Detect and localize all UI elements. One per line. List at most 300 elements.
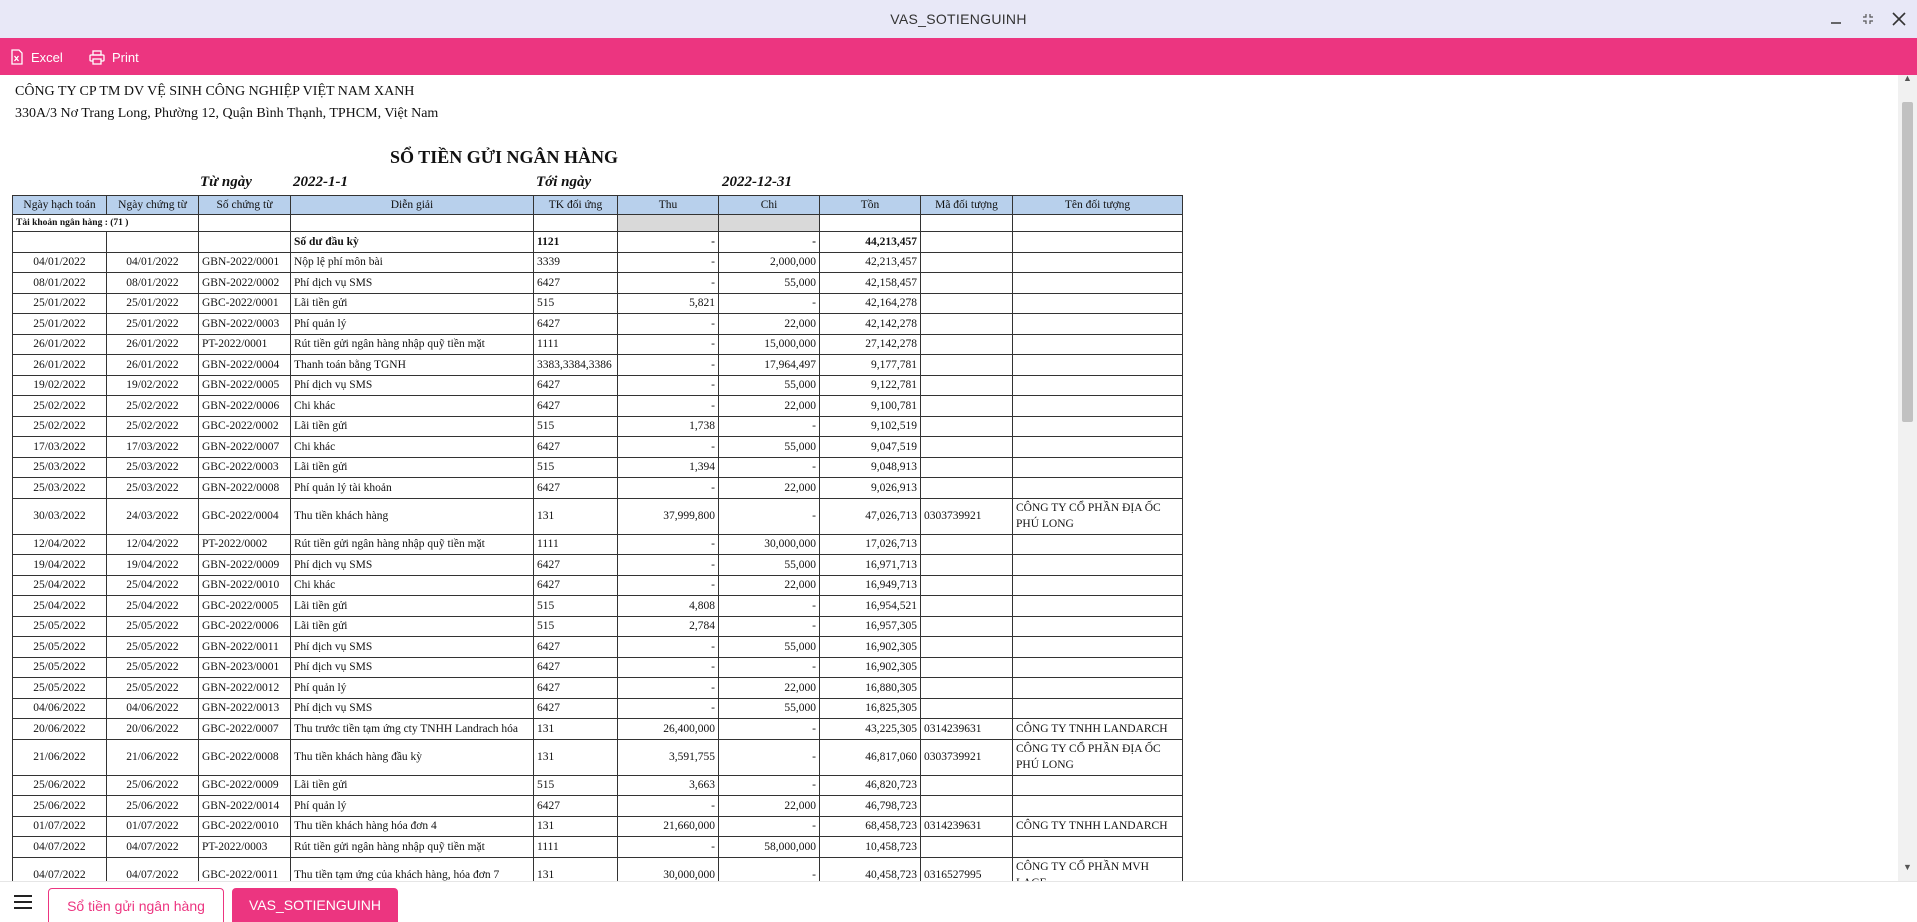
cell-doc-no: GBN-2022/0004 [199,355,291,376]
cell-name [1013,457,1183,478]
cell-desc: Phí dịch vụ SMS [291,698,534,719]
table-row [13,596,1183,617]
cell-doc-date: 26/01/2022 [107,334,199,355]
cell-code [921,375,1013,396]
cell-ton: 46,798,723 [820,796,921,817]
print-button[interactable] [89,47,139,67]
cell-acct: 131 [534,498,618,534]
cell-acct: 6427 [534,796,618,817]
cell-desc: Lãi tiền gửi [291,775,534,796]
cell-name [1013,334,1183,355]
cell-doc-no: PT-2022/0001 [199,334,291,355]
cell-ton: 43,225,305 [820,719,921,740]
cell-chi: 22,000 [719,396,820,417]
cell-doc-date: 17/03/2022 [107,437,199,458]
cell-doc-no: GBN-2022/0005 [199,375,291,396]
cell-name [1013,273,1183,294]
cell-acct: 6427 [534,375,618,396]
cell-chi: 55,000 [719,437,820,458]
cell-thu: - [618,314,719,335]
cell-post: 25/02/2022 [13,416,107,437]
cell-thu: - [618,437,719,458]
cell-code [921,678,1013,699]
cell-name: CÔNG TY TNHH LANDARCH [1013,719,1183,740]
cell-thu: - [618,355,719,376]
cell-acct: 515 [534,775,618,796]
table-row [13,498,1183,534]
cell-name [1013,437,1183,458]
cell-acct: 515 [534,616,618,637]
cell-chi: 17,964,497 [719,355,820,376]
cell-acct: 1111 [534,534,618,555]
cell-ton: 42,213,457 [820,252,921,273]
cell-thu: 1,394 [618,457,719,478]
table-row [13,816,1183,837]
table-row [13,375,1183,396]
cell-doc-no: GBN-2022/0013 [199,698,291,719]
cell-ton: 46,820,723 [820,775,921,796]
cell-thu: 4,808 [618,596,719,617]
cell-desc: Phí dịch vụ SMS [291,657,534,678]
from-date-value: 2022-1-1 [293,174,348,190]
cell-doc-date: 25/02/2022 [107,416,199,437]
cell-chi: 55,000 [719,273,820,294]
cell-thu: - [618,534,719,555]
cell-ton: 9,122,781 [820,375,921,396]
cell-name [1013,396,1183,417]
cell-name [1013,555,1183,576]
cell-ton: 10,458,723 [820,837,921,858]
cell-desc: Lãi tiền gửi [291,616,534,637]
cell-thu: 3,591,755 [618,739,719,775]
cell-name [1013,534,1183,555]
table-row [13,575,1183,596]
cell-post: 17/03/2022 [13,437,107,458]
cell-chi: 22,000 [719,678,820,699]
table-row [13,698,1183,719]
cell-doc-date: 19/04/2022 [107,555,199,576]
header-cell: Mã đối tượng [921,196,1013,215]
cell-code [921,273,1013,294]
cell-post: 26/01/2022 [13,334,107,355]
cell-name [1013,355,1183,376]
cell-doc-no: GBN-2022/0009 [199,555,291,576]
table-row [13,616,1183,637]
table-row [13,314,1183,335]
cell-acct: 6427 [534,575,618,596]
cell-doc-no: GBN-2022/0010 [199,575,291,596]
header-cell: Số chứng từ [199,196,291,215]
cell-chi: 22,000 [719,796,820,817]
to-date-value: 2022-12-31 [722,174,792,190]
cell-post: 25/03/2022 [13,478,107,499]
cell-chi: - [719,293,820,314]
cell-code [921,334,1013,355]
cell-desc: Lãi tiền gửi [291,293,534,314]
cell-chi: 55,000 [719,698,820,719]
table-row [13,534,1183,555]
cell-doc-date: 01/07/2022 [107,816,199,837]
cell-code: 0303739921 [921,739,1013,775]
menu-icon[interactable] [14,895,32,909]
cell-code [921,637,1013,658]
cell-ton: 9,100,781 [820,396,921,417]
cell-ton: 16,902,305 [820,637,921,658]
cell-post: 25/04/2022 [13,596,107,617]
cell-name [1013,375,1183,396]
cell-doc-no: GBN-2023/0001 [199,657,291,678]
cell-post: 25/05/2022 [13,616,107,637]
cell-name [1013,314,1183,335]
cell-doc-no: GBC-2022/0010 [199,816,291,837]
cell-desc: Nộp lệ phí môn bài [291,252,534,273]
cell-name: CÔNG TY CỔ PHẦN ĐỊA ỐC PHÚ LONG [1013,498,1183,534]
cell-doc-no: PT-2022/0003 [199,837,291,858]
restore-icon[interactable] [1859,10,1877,28]
cell-acct: 6427 [534,273,618,294]
cell-ton: 16,902,305 [820,657,921,678]
cell-name [1013,698,1183,719]
cell-thu: - [618,637,719,658]
cell-acct: 6427 [534,314,618,335]
table-row [13,657,1183,678]
cell-thu: - [618,252,719,273]
to-date-label: Tới ngày [536,174,592,190]
cell-post: 25/06/2022 [13,796,107,817]
cell-ton: 16,825,305 [820,698,921,719]
excel-label: Excel [31,49,63,65]
cell-post: 04/07/2022 [13,857,107,893]
cell-code [921,657,1013,678]
cell-doc-date: 25/06/2022 [107,775,199,796]
excel-button[interactable] [10,47,63,67]
table-row [13,837,1183,858]
company-address: 330A/3 Nơ Trang Long, Phường 12, Quận Bình Thạnh, TPHCM, Việt Nam [15,106,439,121]
cell-doc-no: GBC-2022/0004 [199,498,291,534]
cell-code [921,796,1013,817]
cell-name [1013,637,1183,658]
cell-doc-date: 25/04/2022 [107,596,199,617]
cell-thu: 26,400,000 [618,719,719,740]
cell-doc-no: PT-2022/0002 [199,534,291,555]
report-viewer [0,75,1898,881]
ledger-table [12,195,1183,894]
header-cell: Chi [719,196,820,215]
cell-name [1013,657,1183,678]
cell-desc: Thu tiền khách hàng đầu kỳ [291,739,534,775]
scroll-down-icon[interactable]: ▼ [1903,862,1912,872]
cell-code [921,314,1013,335]
cell-doc-date: 25/02/2022 [107,396,199,417]
cell-ton: 27,142,278 [820,334,921,355]
cell-post: 25/01/2022 [13,314,107,335]
header-cell: Ngày hạch toán [13,196,107,215]
header-cell: Tồn [820,196,921,215]
cell-doc-no: GBC-2022/0011 [199,857,291,893]
cell-chi: 58,000,000 [719,837,820,858]
table-row [13,678,1183,699]
cell-desc: Lãi tiền gửi [291,596,534,617]
cell-thu: 2,784 [618,616,719,637]
cell-doc-date: 26/01/2022 [107,355,199,376]
table-row [13,637,1183,658]
cell-desc: Chi khác [291,437,534,458]
cell-ton: 42,164,278 [820,293,921,314]
cell-post: 04/01/2022 [13,252,107,273]
cell-doc-no: GBN-2022/0008 [199,478,291,499]
cell-name: CÔNG TY CỔ PHẦN ĐỊA ỐC PHÚ LONG [1013,739,1183,775]
toolbar [0,38,1917,75]
cell-doc-date: 25/01/2022 [107,293,199,314]
opening-account: 1121 [534,232,618,253]
cell-thu: 30,000,000 [618,857,719,893]
cell-code: 0314239631 [921,816,1013,837]
cell-doc-no: GBN-2022/0011 [199,637,291,658]
cell-acct: 515 [534,416,618,437]
vertical-scrollbar[interactable] [1898,75,1917,881]
bottom-tab-bar [0,881,1917,921]
cell-ton: 68,458,723 [820,816,921,837]
cell-thu: - [618,837,719,858]
table-row [13,437,1183,458]
cell-desc: Thanh toán bằng TGNH [291,355,534,376]
cell-desc: Phí dịch vụ SMS [291,273,534,294]
cell-chi: - [719,616,820,637]
cell-acct: 515 [534,457,618,478]
cell-ton: 9,177,781 [820,355,921,376]
cell-code [921,575,1013,596]
cell-code [921,596,1013,617]
cell-doc-date: 24/03/2022 [107,498,199,534]
cell-doc-date: 25/03/2022 [107,457,199,478]
opening-description: Số dư đầu kỳ [291,232,534,253]
cell-code [921,252,1013,273]
cell-thu: - [618,396,719,417]
cell-doc-date: 19/02/2022 [107,375,199,396]
table-row [13,334,1183,355]
table-row [13,719,1183,740]
table-row [13,355,1183,376]
cell-name [1013,478,1183,499]
cell-chi: 22,000 [719,575,820,596]
cell-code [921,437,1013,458]
header-cell: Thu [618,196,719,215]
cell-thu: - [618,273,719,294]
cell-name [1013,837,1183,858]
cell-doc-date: 25/01/2022 [107,314,199,335]
cell-acct: 6427 [534,478,618,499]
tab-vas-sotienguinh[interactable]: VAS_SOTIENGUINH [232,888,398,922]
cell-thu: 1,738 [618,416,719,437]
cell-post: 25/03/2022 [13,457,107,478]
excel-icon [10,49,24,65]
table-header-row [13,196,1183,215]
print-label: Print [112,49,139,65]
table-row [13,555,1183,576]
cell-code [921,837,1013,858]
cell-acct: 6427 [534,698,618,719]
cell-doc-no: GBC-2022/0006 [199,616,291,637]
cell-thu: 37,999,800 [618,498,719,534]
cell-desc: Thu tiền khách hàng [291,498,534,534]
cell-desc: Chi khác [291,396,534,417]
table-row [13,478,1183,499]
cell-doc-date: 25/05/2022 [107,637,199,658]
cell-ton: 46,817,060 [820,739,921,775]
cell-acct: 6427 [534,678,618,699]
cell-doc-no: GBN-2022/0003 [199,314,291,335]
cell-code [921,775,1013,796]
cell-chi: 22,000 [719,478,820,499]
cell-doc-no: GBN-2022/0012 [199,678,291,699]
cell-thu: - [618,678,719,699]
opening-ton: 44,213,457 [820,232,921,253]
cell-desc: Phí quản lý [291,678,534,699]
opening-chi: - [719,232,820,253]
cell-code [921,478,1013,499]
cell-code [921,293,1013,314]
cell-thu: - [618,657,719,678]
cell-acct: 3383,3384,3386 [534,355,618,376]
cell-chi: 2,000,000 [719,252,820,273]
scrollbar-thumb[interactable] [1902,102,1913,422]
cell-chi: 55,000 [719,375,820,396]
cell-ton: 9,047,519 [820,437,921,458]
cell-ton: 9,048,913 [820,457,921,478]
cell-code [921,416,1013,437]
opening-thu: - [618,232,719,253]
cell-acct: 515 [534,596,618,617]
cell-code: 0303739921 [921,498,1013,534]
cell-desc: Rút tiền gửi ngân hàng nhập quỹ tiền mặt [291,837,534,858]
cell-desc: Phí dịch vụ SMS [291,555,534,576]
cell-desc: Phí dịch vụ SMS [291,637,534,658]
account-label: Tài khoản ngân hàng : (71 ) [13,215,199,232]
cell-doc-no: GBN-2022/0002 [199,273,291,294]
cell-code [921,698,1013,719]
cell-doc-date: 25/05/2022 [107,657,199,678]
scroll-up-icon[interactable]: ▲ [1903,73,1912,83]
cell-code [921,616,1013,637]
cell-doc-date: 12/04/2022 [107,534,199,555]
cell-doc-no: GBN-2022/0006 [199,396,291,417]
cell-chi: 55,000 [719,555,820,576]
cell-desc: Thu tiền tạm ứng của khách hàng, hóa đơn 7 [291,857,534,893]
opening-balance-row [13,232,1183,253]
cell-desc: Phí quản lý [291,314,534,335]
cell-desc: Phí quản lý [291,796,534,817]
table-row [13,293,1183,314]
cell-acct: 131 [534,816,618,837]
cell-acct: 6427 [534,555,618,576]
cell-chi: 22,000 [719,314,820,335]
cell-post: 25/04/2022 [13,575,107,596]
table-row [13,252,1183,273]
cell-name: CÔNG TY TNHH LANDARCH [1013,816,1183,837]
cell-name [1013,678,1183,699]
cell-acct: 6427 [534,637,618,658]
cell-doc-no: GBC-2022/0007 [199,719,291,740]
cell-code [921,555,1013,576]
cell-doc-date: 08/01/2022 [107,273,199,294]
cell-code [921,396,1013,417]
cell-code [921,534,1013,555]
cell-ton: 47,026,713 [820,498,921,534]
cell-ton: 9,102,519 [820,416,921,437]
cell-desc: Phí quản lý tài khoản [291,478,534,499]
table-row [13,416,1183,437]
tab-bank-deposit-ledger[interactable]: Sổ tiền gửi ngân hàng [48,888,224,922]
cell-name [1013,252,1183,273]
cell-code: 0316527995 [921,857,1013,893]
cell-desc: Lãi tiền gửi [291,416,534,437]
cell-doc-no: GBC-2022/0005 [199,596,291,617]
cell-ton: 16,957,305 [820,616,921,637]
cell-post: 19/02/2022 [13,375,107,396]
cell-acct: 3339 [534,252,618,273]
cell-desc: Rút tiền gửi ngân hàng nhập quỹ tiền mặt [291,334,534,355]
table-row [13,457,1183,478]
cell-acct: 131 [534,739,618,775]
cell-doc-date: 21/06/2022 [107,739,199,775]
cell-acct: 1111 [534,334,618,355]
cell-doc-no: GBC-2022/0009 [199,775,291,796]
cell-doc-no: GBN-2022/0014 [199,796,291,817]
cell-desc: Thu tiền khách hàng hóa đơn 4 [291,816,534,837]
cell-code [921,355,1013,376]
cell-ton: 16,880,305 [820,678,921,699]
cell-doc-no: GBC-2022/0002 [199,416,291,437]
cell-ton: 16,949,713 [820,575,921,596]
cell-acct: 6427 [534,437,618,458]
cell-doc-date: 25/06/2022 [107,796,199,817]
cell-post: 08/01/2022 [13,273,107,294]
cell-ton: 9,026,913 [820,478,921,499]
cell-doc-date: 20/06/2022 [107,719,199,740]
cell-doc-no: GBN-2022/0007 [199,437,291,458]
cell-doc-date: 25/05/2022 [107,678,199,699]
cell-chi: - [719,857,820,893]
close-icon[interactable] [1890,10,1908,28]
cell-name [1013,796,1183,817]
cell-name [1013,293,1183,314]
cell-thu: - [618,796,719,817]
cell-acct: 6427 [534,396,618,417]
cell-acct: 131 [534,719,618,740]
cell-post: 25/02/2022 [13,396,107,417]
window-title: VAS_SOTIENGUINH [890,11,1027,27]
cell-chi: - [719,719,820,740]
cell-post: 19/04/2022 [13,555,107,576]
cell-acct: 515 [534,293,618,314]
cell-code [921,457,1013,478]
header-cell: Diễn giải [291,196,534,215]
table-row [13,273,1183,294]
cell-acct: 6427 [534,657,618,678]
cell-thu: - [618,375,719,396]
cell-thu: - [618,334,719,355]
table-row [13,775,1183,796]
cell-post: 25/05/2022 [13,678,107,699]
header-cell: TK đối ứng [534,196,618,215]
report-title: SỔ TIỀN GỬI NGÂN HÀNG [390,147,619,167]
minimize-icon[interactable] [1827,10,1845,28]
cell-chi: - [719,657,820,678]
cell-doc-date: 25/04/2022 [107,575,199,596]
cell-thu: - [618,698,719,719]
cell-desc: Phí dịch vụ SMS [291,375,534,396]
cell-name [1013,616,1183,637]
